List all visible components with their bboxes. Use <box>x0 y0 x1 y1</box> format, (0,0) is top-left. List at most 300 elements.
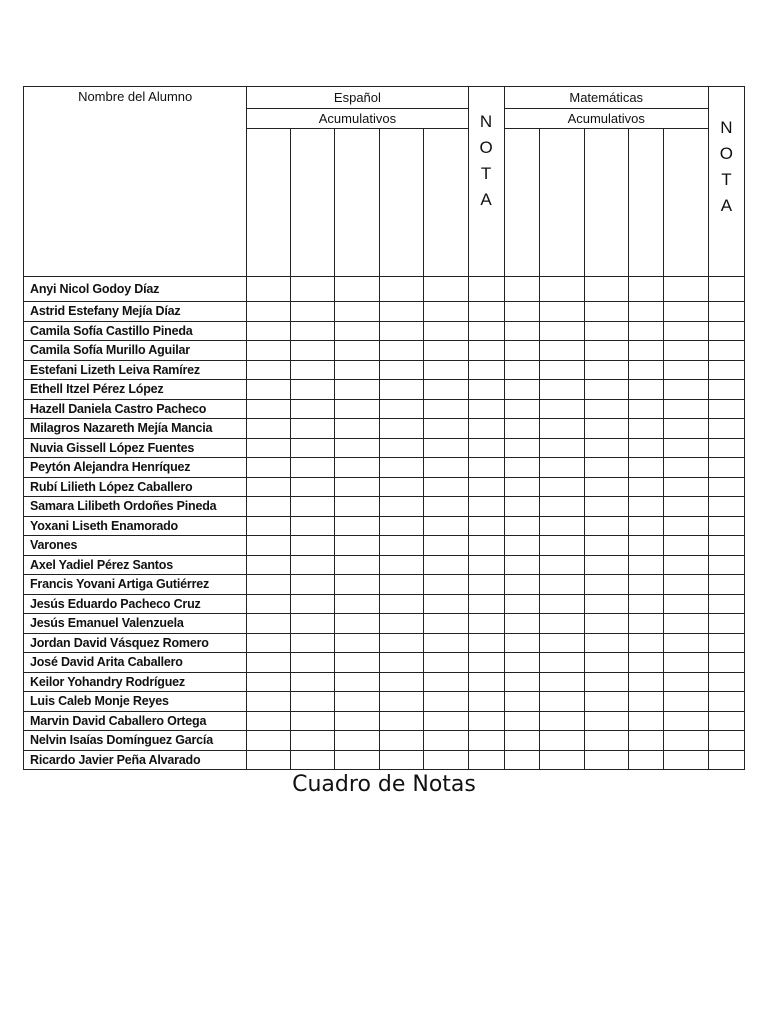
grade-cell[interactable] <box>335 731 380 751</box>
grade-cell[interactable] <box>468 653 504 673</box>
grade-cell[interactable] <box>468 458 504 478</box>
grade-cell[interactable] <box>247 277 291 302</box>
grade-cell[interactable] <box>335 302 380 322</box>
grade-cell[interactable] <box>539 341 584 361</box>
grade-cell[interactable] <box>504 399 539 419</box>
grade-cell[interactable] <box>380 555 424 575</box>
grade-cell[interactable] <box>335 497 380 517</box>
grade-cell[interactable] <box>584 341 628 361</box>
grade-cell[interactable] <box>504 477 539 497</box>
grade-cell[interactable] <box>584 672 628 692</box>
grade-cell[interactable] <box>291 692 335 712</box>
grade-cell[interactable] <box>291 750 335 770</box>
grade-cell[interactable] <box>468 536 504 556</box>
grade-cell[interactable] <box>504 711 539 731</box>
grade-cell[interactable] <box>380 731 424 751</box>
grade-cell[interactable] <box>539 536 584 556</box>
grade-cell[interactable] <box>380 653 424 673</box>
grade-cell[interactable] <box>584 711 628 731</box>
grade-cell[interactable] <box>424 653 468 673</box>
grade-cell[interactable] <box>468 380 504 400</box>
grade-cell[interactable] <box>380 536 424 556</box>
grade-cell[interactable] <box>468 750 504 770</box>
grade-cell[interactable] <box>539 614 584 634</box>
grade-cell[interactable] <box>628 321 663 341</box>
grade-cell[interactable] <box>663 672 708 692</box>
grade-cell[interactable] <box>424 477 468 497</box>
grade-cell[interactable] <box>335 419 380 439</box>
grade-cell[interactable] <box>424 438 468 458</box>
grade-cell[interactable] <box>663 594 708 614</box>
grade-cell[interactable] <box>291 672 335 692</box>
grade-cell[interactable] <box>424 302 468 322</box>
grade-cell[interactable] <box>247 477 291 497</box>
grade-cell[interactable] <box>708 341 744 361</box>
grade-cell[interactable] <box>708 731 744 751</box>
grade-cell[interactable] <box>539 516 584 536</box>
grade-cell[interactable] <box>380 672 424 692</box>
grade-cell[interactable] <box>468 711 504 731</box>
grade-cell[interactable] <box>504 692 539 712</box>
grade-cell[interactable] <box>291 555 335 575</box>
grade-cell[interactable] <box>504 575 539 595</box>
grade-cell[interactable] <box>247 438 291 458</box>
grade-cell[interactable] <box>628 458 663 478</box>
grade-cell[interactable] <box>468 360 504 380</box>
grade-cell[interactable] <box>247 516 291 536</box>
grade-cell[interactable] <box>335 672 380 692</box>
grade-cell[interactable] <box>247 692 291 712</box>
grade-cell[interactable] <box>335 614 380 634</box>
grade-cell[interactable] <box>424 731 468 751</box>
grade-cell[interactable] <box>291 536 335 556</box>
grade-cell[interactable] <box>539 633 584 653</box>
grade-cell[interactable] <box>663 692 708 712</box>
grade-cell[interactable] <box>584 555 628 575</box>
grade-cell[interactable] <box>584 380 628 400</box>
grade-cell[interactable] <box>468 419 504 439</box>
grade-cell[interactable] <box>468 438 504 458</box>
grade-cell[interactable] <box>539 750 584 770</box>
grade-cell[interactable] <box>380 477 424 497</box>
grade-cell[interactable] <box>584 477 628 497</box>
grade-cell[interactable] <box>291 633 335 653</box>
grade-cell[interactable] <box>380 594 424 614</box>
grade-cell[interactable] <box>708 321 744 341</box>
grade-cell[interactable] <box>584 633 628 653</box>
grade-cell[interactable] <box>663 341 708 361</box>
grade-cell[interactable] <box>628 653 663 673</box>
grade-cell[interactable] <box>628 399 663 419</box>
grade-cell[interactable] <box>539 672 584 692</box>
grade-cell[interactable] <box>424 672 468 692</box>
grade-cell[interactable] <box>539 477 584 497</box>
grade-cell[interactable] <box>247 321 291 341</box>
grade-cell[interactable] <box>335 692 380 712</box>
grade-cell[interactable] <box>504 672 539 692</box>
grade-cell[interactable] <box>708 380 744 400</box>
grade-cell[interactable] <box>247 380 291 400</box>
grade-cell[interactable] <box>628 633 663 653</box>
grade-cell[interactable] <box>291 731 335 751</box>
grade-cell[interactable] <box>708 438 744 458</box>
grade-cell[interactable] <box>291 380 335 400</box>
grade-cell[interactable] <box>708 614 744 634</box>
grade-cell[interactable] <box>628 555 663 575</box>
grade-cell[interactable] <box>247 536 291 556</box>
grade-cell[interactable] <box>584 614 628 634</box>
grade-cell[interactable] <box>424 536 468 556</box>
grade-cell[interactable] <box>708 575 744 595</box>
grade-cell[interactable] <box>380 399 424 419</box>
grade-cell[interactable] <box>424 458 468 478</box>
grade-cell[interactable] <box>539 360 584 380</box>
grade-cell[interactable] <box>424 692 468 712</box>
grade-cell[interactable] <box>380 575 424 595</box>
grade-cell[interactable] <box>663 711 708 731</box>
grade-cell[interactable] <box>539 594 584 614</box>
grade-cell[interactable] <box>708 633 744 653</box>
grade-cell[interactable] <box>468 497 504 517</box>
grade-cell[interactable] <box>424 711 468 731</box>
grade-cell[interactable] <box>335 633 380 653</box>
grade-cell[interactable] <box>663 360 708 380</box>
grade-cell[interactable] <box>380 277 424 302</box>
grade-cell[interactable] <box>468 321 504 341</box>
grade-cell[interactable] <box>247 360 291 380</box>
grade-cell[interactable] <box>504 380 539 400</box>
grade-cell[interactable] <box>424 419 468 439</box>
grade-cell[interactable] <box>335 536 380 556</box>
grade-cell[interactable] <box>539 438 584 458</box>
grade-cell[interactable] <box>584 302 628 322</box>
grade-cell[interactable] <box>424 594 468 614</box>
grade-cell[interactable] <box>584 653 628 673</box>
grade-cell[interactable] <box>504 419 539 439</box>
grade-cell[interactable] <box>380 692 424 712</box>
grade-cell[interactable] <box>247 653 291 673</box>
grade-cell[interactable] <box>335 750 380 770</box>
grade-cell[interactable] <box>708 750 744 770</box>
grade-cell[interactable] <box>628 614 663 634</box>
grade-cell[interactable] <box>539 497 584 517</box>
grade-cell[interactable] <box>504 458 539 478</box>
grade-cell[interactable] <box>380 614 424 634</box>
grade-cell[interactable] <box>539 692 584 712</box>
grade-cell[interactable] <box>291 614 335 634</box>
grade-cell[interactable] <box>628 672 663 692</box>
grade-cell[interactable] <box>468 633 504 653</box>
grade-cell[interactable] <box>424 633 468 653</box>
grade-cell[interactable] <box>663 438 708 458</box>
grade-cell[interactable] <box>468 594 504 614</box>
grade-cell[interactable] <box>335 653 380 673</box>
grade-cell[interactable] <box>504 438 539 458</box>
grade-cell[interactable] <box>628 477 663 497</box>
grade-cell[interactable] <box>584 360 628 380</box>
grade-cell[interactable] <box>380 516 424 536</box>
grade-cell[interactable] <box>663 419 708 439</box>
grade-cell[interactable] <box>708 302 744 322</box>
grade-cell[interactable] <box>708 555 744 575</box>
grade-cell[interactable] <box>539 380 584 400</box>
grade-cell[interactable] <box>504 633 539 653</box>
grade-cell[interactable] <box>335 711 380 731</box>
grade-cell[interactable] <box>504 277 539 302</box>
grade-cell[interactable] <box>468 731 504 751</box>
grade-cell[interactable] <box>335 555 380 575</box>
grade-cell[interactable] <box>504 750 539 770</box>
grade-cell[interactable] <box>539 653 584 673</box>
grade-cell[interactable] <box>663 731 708 751</box>
grade-cell[interactable] <box>708 360 744 380</box>
grade-cell[interactable] <box>628 380 663 400</box>
grade-cell[interactable] <box>335 341 380 361</box>
grade-cell[interactable] <box>247 555 291 575</box>
grade-cell[interactable] <box>584 277 628 302</box>
grade-cell[interactable] <box>424 341 468 361</box>
grade-cell[interactable] <box>504 536 539 556</box>
grade-cell[interactable] <box>380 321 424 341</box>
grade-cell[interactable] <box>380 711 424 731</box>
grade-cell[interactable] <box>335 477 380 497</box>
grade-cell[interactable] <box>291 594 335 614</box>
grade-cell[interactable] <box>247 731 291 751</box>
grade-cell[interactable] <box>335 399 380 419</box>
grade-cell[interactable] <box>708 497 744 517</box>
grade-cell[interactable] <box>291 575 335 595</box>
grade-cell[interactable] <box>335 360 380 380</box>
grade-cell[interactable] <box>628 536 663 556</box>
grade-cell[interactable] <box>247 458 291 478</box>
grade-cell[interactable] <box>663 477 708 497</box>
grade-cell[interactable] <box>247 575 291 595</box>
grade-cell[interactable] <box>663 516 708 536</box>
grade-cell[interactable] <box>708 536 744 556</box>
grade-cell[interactable] <box>468 277 504 302</box>
grade-cell[interactable] <box>335 594 380 614</box>
grade-cell[interactable] <box>584 594 628 614</box>
grade-cell[interactable] <box>247 419 291 439</box>
grade-cell[interactable] <box>663 575 708 595</box>
grade-cell[interactable] <box>247 497 291 517</box>
grade-cell[interactable] <box>291 399 335 419</box>
grade-cell[interactable] <box>424 750 468 770</box>
grade-cell[interactable] <box>663 633 708 653</box>
grade-cell[interactable] <box>663 458 708 478</box>
grade-cell[interactable] <box>247 711 291 731</box>
grade-cell[interactable] <box>504 594 539 614</box>
grade-cell[interactable] <box>504 360 539 380</box>
grade-cell[interactable] <box>468 672 504 692</box>
grade-cell[interactable] <box>584 750 628 770</box>
grade-cell[interactable] <box>424 277 468 302</box>
grade-cell[interactable] <box>504 555 539 575</box>
grade-cell[interactable] <box>584 497 628 517</box>
grade-cell[interactable] <box>504 497 539 517</box>
grade-cell[interactable] <box>708 692 744 712</box>
grade-cell[interactable] <box>663 614 708 634</box>
grade-cell[interactable] <box>468 477 504 497</box>
grade-cell[interactable] <box>247 399 291 419</box>
grade-cell[interactable] <box>247 750 291 770</box>
grade-cell[interactable] <box>628 750 663 770</box>
grade-cell[interactable] <box>628 594 663 614</box>
grade-cell[interactable] <box>628 277 663 302</box>
grade-cell[interactable] <box>628 516 663 536</box>
grade-cell[interactable] <box>628 360 663 380</box>
grade-cell[interactable] <box>708 594 744 614</box>
grade-cell[interactable] <box>291 458 335 478</box>
grade-cell[interactable] <box>291 653 335 673</box>
grade-cell[interactable] <box>335 438 380 458</box>
grade-cell[interactable] <box>663 653 708 673</box>
grade-cell[interactable] <box>539 419 584 439</box>
grade-cell[interactable] <box>708 419 744 439</box>
grade-cell[interactable] <box>504 731 539 751</box>
grade-cell[interactable] <box>539 575 584 595</box>
grade-cell[interactable] <box>247 614 291 634</box>
grade-cell[interactable] <box>291 419 335 439</box>
grade-cell[interactable] <box>663 750 708 770</box>
grade-cell[interactable] <box>424 516 468 536</box>
grade-cell[interactable] <box>291 438 335 458</box>
grade-cell[interactable] <box>584 692 628 712</box>
grade-cell[interactable] <box>539 302 584 322</box>
grade-cell[interactable] <box>628 302 663 322</box>
grade-cell[interactable] <box>584 516 628 536</box>
grade-cell[interactable] <box>335 380 380 400</box>
grade-cell[interactable] <box>468 341 504 361</box>
grade-cell[interactable] <box>380 380 424 400</box>
grade-cell[interactable] <box>628 497 663 517</box>
grade-cell[interactable] <box>584 536 628 556</box>
grade-cell[interactable] <box>247 341 291 361</box>
grade-cell[interactable] <box>708 477 744 497</box>
grade-cell[interactable] <box>380 341 424 361</box>
grade-cell[interactable] <box>584 438 628 458</box>
grade-cell[interactable] <box>291 711 335 731</box>
grade-cell[interactable] <box>424 575 468 595</box>
grade-cell[interactable] <box>291 516 335 536</box>
grade-cell[interactable] <box>584 399 628 419</box>
grade-cell[interactable] <box>380 633 424 653</box>
grade-cell[interactable] <box>504 614 539 634</box>
grade-cell[interactable] <box>468 575 504 595</box>
grade-cell[interactable] <box>628 692 663 712</box>
grade-cell[interactable] <box>380 302 424 322</box>
grade-cell[interactable] <box>468 692 504 712</box>
grade-cell[interactable] <box>504 516 539 536</box>
grade-cell[interactable] <box>539 277 584 302</box>
grade-cell[interactable] <box>424 497 468 517</box>
grade-cell[interactable] <box>380 360 424 380</box>
grade-cell[interactable] <box>708 458 744 478</box>
grade-cell[interactable] <box>628 419 663 439</box>
grade-cell[interactable] <box>663 302 708 322</box>
grade-cell[interactable] <box>468 555 504 575</box>
grade-cell[interactable] <box>424 380 468 400</box>
grade-cell[interactable] <box>663 536 708 556</box>
grade-cell[interactable] <box>539 458 584 478</box>
grade-cell[interactable] <box>584 419 628 439</box>
grade-cell[interactable] <box>504 321 539 341</box>
grade-cell[interactable] <box>247 672 291 692</box>
grade-cell[interactable] <box>380 419 424 439</box>
grade-cell[interactable] <box>468 399 504 419</box>
grade-cell[interactable] <box>380 458 424 478</box>
grade-cell[interactable] <box>291 321 335 341</box>
grade-cell[interactable] <box>335 458 380 478</box>
grade-cell[interactable] <box>424 555 468 575</box>
grade-cell[interactable] <box>708 516 744 536</box>
grade-cell[interactable] <box>663 380 708 400</box>
grade-cell[interactable] <box>424 321 468 341</box>
grade-cell[interactable] <box>468 302 504 322</box>
grade-cell[interactable] <box>539 711 584 731</box>
grade-cell[interactable] <box>663 277 708 302</box>
grade-cell[interactable] <box>539 555 584 575</box>
grade-cell[interactable] <box>628 711 663 731</box>
grade-cell[interactable] <box>335 575 380 595</box>
grade-cell[interactable] <box>291 477 335 497</box>
grade-cell[interactable] <box>628 731 663 751</box>
grade-cell[interactable] <box>291 360 335 380</box>
grade-cell[interactable] <box>628 438 663 458</box>
grade-cell[interactable] <box>504 341 539 361</box>
grade-cell[interactable] <box>539 731 584 751</box>
grade-cell[interactable] <box>504 653 539 673</box>
grade-cell[interactable] <box>291 277 335 302</box>
grade-cell[interactable] <box>584 458 628 478</box>
grade-cell[interactable] <box>663 497 708 517</box>
grade-cell[interactable] <box>663 555 708 575</box>
grade-cell[interactable] <box>335 516 380 536</box>
grade-cell[interactable] <box>380 438 424 458</box>
grade-cell[interactable] <box>424 360 468 380</box>
grade-cell[interactable] <box>708 711 744 731</box>
grade-cell[interactable] <box>380 750 424 770</box>
grade-cell[interactable] <box>468 614 504 634</box>
grade-cell[interactable] <box>291 302 335 322</box>
grade-cell[interactable] <box>504 302 539 322</box>
grade-cell[interactable] <box>335 321 380 341</box>
grade-cell[interactable] <box>708 672 744 692</box>
grade-cell[interactable] <box>380 497 424 517</box>
grade-cell[interactable] <box>584 731 628 751</box>
grade-cell[interactable] <box>663 321 708 341</box>
grade-cell[interactable] <box>247 302 291 322</box>
grade-cell[interactable] <box>539 399 584 419</box>
grade-cell[interactable] <box>468 516 504 536</box>
grade-cell[interactable] <box>708 653 744 673</box>
grade-cell[interactable] <box>708 277 744 302</box>
grade-cell[interactable] <box>584 575 628 595</box>
grade-cell[interactable] <box>291 341 335 361</box>
grade-cell[interactable] <box>708 399 744 419</box>
grade-cell[interactable] <box>539 321 584 341</box>
grade-cell[interactable] <box>247 633 291 653</box>
grade-cell[interactable] <box>247 594 291 614</box>
grade-cell[interactable] <box>291 497 335 517</box>
grade-cell[interactable] <box>424 399 468 419</box>
grade-cell[interactable] <box>663 399 708 419</box>
grade-cell[interactable] <box>628 341 663 361</box>
grade-cell[interactable] <box>335 277 380 302</box>
grade-cell[interactable] <box>424 614 468 634</box>
grade-cell[interactable] <box>628 575 663 595</box>
grade-cell[interactable] <box>584 321 628 341</box>
